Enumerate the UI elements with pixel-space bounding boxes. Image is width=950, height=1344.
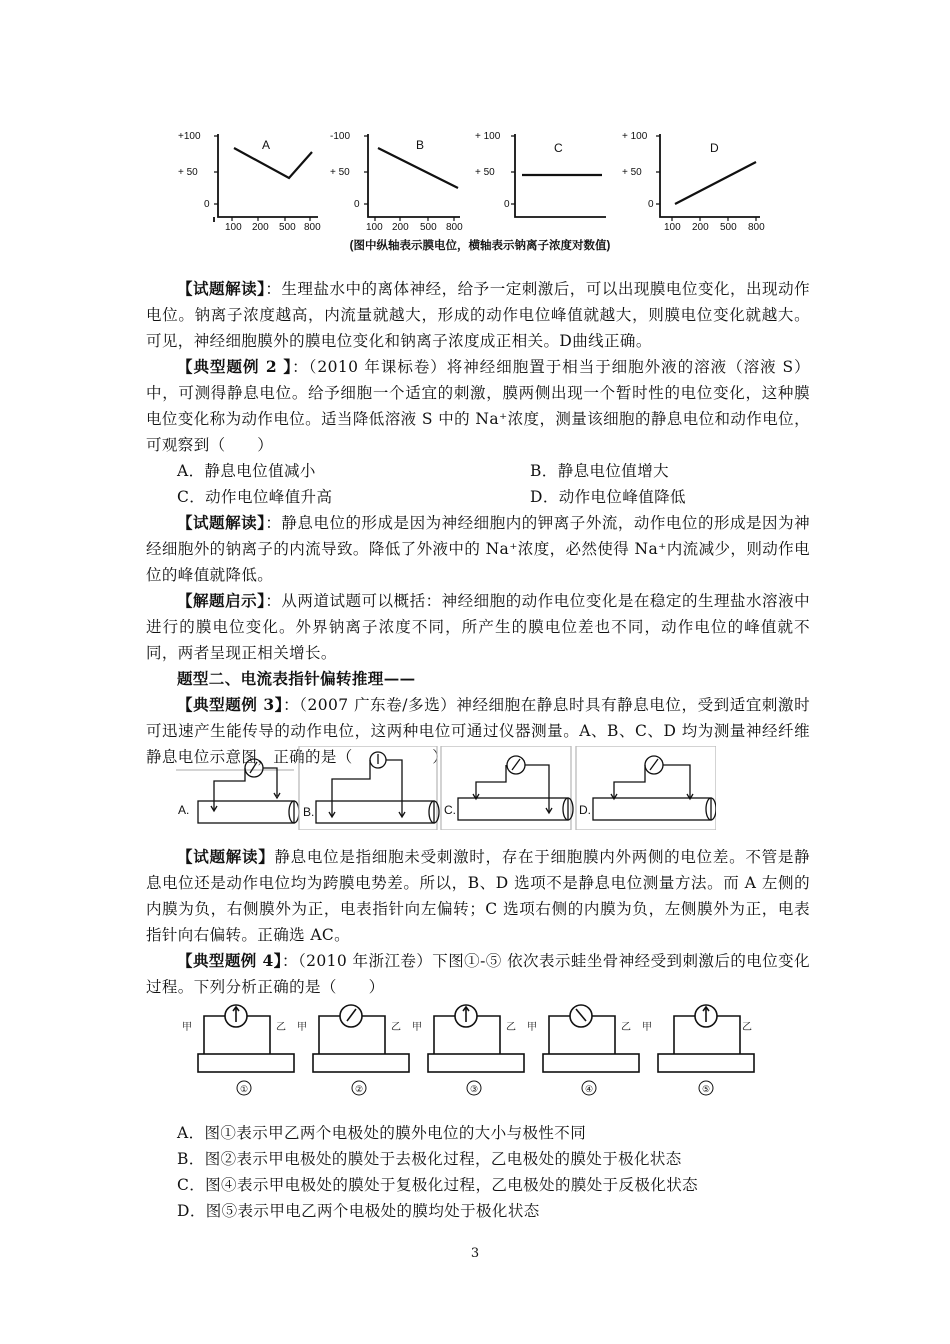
ex4-p2-left: 甲 <box>297 1022 307 1033</box>
graph-panel-c <box>475 131 563 210</box>
panel-b-xtick-1: 100 <box>366 222 383 233</box>
setup-d-label: D. <box>579 803 591 817</box>
panel-d-ytick-1: + 100 <box>622 131 648 142</box>
panel-d-label: D <box>710 141 719 155</box>
para-interpretation-3 <box>146 844 810 948</box>
ex4-panel-1 <box>198 1005 294 1072</box>
panel-a-xtick-4: 800 <box>304 222 321 233</box>
ex4-option-c: C．图④表示甲电极处的膜处于复极化过程，乙电极处的膜处于反极化状态 <box>177 1176 699 1194</box>
setup-c-label: C. <box>444 803 456 817</box>
setup-c <box>441 746 573 830</box>
panel-d-ytick-3: 0 <box>648 199 654 210</box>
para-interpretation-2 <box>146 510 810 588</box>
panel-a-ytick-3: 0 <box>204 199 210 210</box>
panel-c-ytick-2: + 50 <box>475 167 495 178</box>
panel-b-label: B <box>416 138 425 152</box>
ex2-option-d: D．动作电位峰值降低 <box>530 488 686 506</box>
graphs-caption: (图中纵轴表示膜电位，横轴表示钠离子浓度对数值) <box>349 240 611 252</box>
example-4 <box>146 948 810 1000</box>
ex4-option-b: B．图②表示甲电极处的膜处于去极化过程，乙电极处的膜处于极化状态 <box>177 1150 682 1168</box>
panel-d-xtick-1: 100 <box>664 222 681 233</box>
panel-a-label: A <box>262 138 271 152</box>
para2-heading: 【试题解读】 <box>177 513 266 532</box>
panel-b-xtick-3: 500 <box>420 222 437 233</box>
ex4-panel-2 <box>313 1005 409 1072</box>
panel-d-xtick-4: 800 <box>748 222 765 233</box>
ex4-panel-2-label: ② <box>354 1084 364 1094</box>
para3-heading: 【解题启示】 <box>177 591 266 610</box>
panel-d-curve <box>675 162 756 204</box>
setup-b <box>299 746 439 830</box>
panel-a-xtick-2: 200 <box>252 222 269 233</box>
ex2-body: ：（2010 年课标卷）将神经细胞置于相当于细胞外液的溶液（溶液 S）中，可测得静息电位。给予细胞一个适宜的刺激，膜两侧出现一个暂时性的电位变化，这种膜电位变化称为动作电位。适当降低溶液 S 中的 Na⁺浓度，测量该细胞的静息电位和动作电位，可观察到（ ） <box>146 358 811 454</box>
panel-d-ytick-2: + 50 <box>622 167 642 178</box>
panel-b-xtick-4: 800 <box>446 222 463 233</box>
ex4-p3-right: 乙 <box>506 1022 516 1033</box>
panel-a-xtick-3: 500 <box>279 222 296 233</box>
panel-b-xtick-2: 200 <box>392 222 409 233</box>
example-2 <box>146 354 810 458</box>
ex4-option-a: A．图①表示甲乙两个电极处的膜外电位的大小与极性不同 <box>177 1124 587 1142</box>
ex4-body: ：（2010 年浙江卷）下图①-⑤ 依次表示蛙坐骨神经受到刺激后的电位变化过程。下列分析正确的是（ ） <box>146 952 811 996</box>
panel-b-ytick-2: + 50 <box>330 167 350 178</box>
panel-a-ytick-2: + 50 <box>178 167 198 178</box>
setup-a-label: A. <box>178 803 190 817</box>
setup-a <box>176 759 299 823</box>
panel-c-ytick-3: 0 <box>504 199 510 210</box>
ex4-p2-right: 乙 <box>391 1022 401 1033</box>
para4-body: 静息电位是指细胞未受刺激时，存在于细胞膜内外两侧的电位差。不管是静息电位还是动作电位均为跨膜电势差。所以，B、D 选项不是静息电位测量方法。而 A 左侧的内膜为负，右侧膜外为正，电表指针向左偏转；C 选项右侧的内膜为负，左侧膜外为正，电表指针向右偏转。正确选 AC。 <box>146 848 810 944</box>
ex4-panel-5 <box>658 1005 754 1072</box>
ex2-heading: 【典型题例 2 】 <box>177 357 293 376</box>
ex4-p1-right: 乙 <box>276 1022 286 1033</box>
para3-body: ：从两道试题可以概括：神经细胞的动作电位变化是在稳定的生理盐水溶液中进行的膜电位变化。外界钠离子浓度不同，所产生的膜电位差也不同，动作电位的峰值就不同，两者呈现正相关增长。 <box>146 592 810 662</box>
setup-b-label: B. <box>303 805 315 819</box>
panel-c-label: C <box>554 141 563 155</box>
ex4-option-d: D．图⑤表示甲电乙两个电极处的膜均处于极化状态 <box>177 1202 540 1220</box>
ex3-figure <box>176 746 716 830</box>
ex4-p4-right: 乙 <box>621 1022 631 1033</box>
ex4-panel-4 <box>543 1005 639 1072</box>
ex4-panel-1-label: ① <box>239 1084 249 1094</box>
ex4-panel-3-label: ③ <box>469 1084 479 1094</box>
panel-b-curve <box>378 148 458 188</box>
panel-a-ytick-1: +100 <box>178 131 201 142</box>
ex4-p5-right: 乙 <box>742 1022 752 1033</box>
sodium-potential-graphs <box>170 122 790 262</box>
ex4-p1-left: 甲 <box>182 1022 192 1033</box>
ex4-p4-left: 甲 <box>527 1022 537 1033</box>
panel-a-curve <box>234 148 312 178</box>
panel-c-ytick-1: + 100 <box>475 131 501 142</box>
ex4-p3-left: 甲 <box>412 1022 422 1033</box>
panel-b-axes <box>368 134 460 217</box>
ex2-option-c: C．动作电位峰值升高 <box>177 488 333 506</box>
ex4-heading: 【典型题例 4】 <box>177 951 282 970</box>
ex4-p5-left: 甲 <box>642 1022 652 1033</box>
para-insight <box>146 588 810 666</box>
ex4-panel-3 <box>428 1005 524 1072</box>
ex4-setups <box>176 1000 756 1104</box>
ex3-setups <box>176 746 716 830</box>
setup-d <box>576 746 716 830</box>
para1-heading: 【试题解读】 <box>177 279 266 298</box>
graphs-figure <box>170 122 790 262</box>
panel-d-xtick-3: 500 <box>720 222 737 233</box>
panel-a-xtick-1: 100 <box>225 222 242 233</box>
para1-body: ：生理盐水中的离体神经，给予一定刺激后，可以出现膜电位变化，出现动作电位。钠离子浓度越高，内流量就越大，形成的动作电位峰值就越大，则膜电位变化就越大。可见，神经细胞膜外的膜电位变化和钠离子浓度成正相关。D曲线正确。 <box>146 280 810 350</box>
page-number: 3 <box>470 1246 480 1261</box>
ex3-body: ：（2007 广东卷/多选）神经细胞在静息时具有静息电位，受到适宜刺激时可迅速产生能传导的动作电位，这两种电位可通过仪器测量。A、B、C、D 均为测量神经纤维静息电位示意图，正确的是（ ） <box>146 696 810 766</box>
ex2-option-b: B．静息电位值增大 <box>530 462 669 480</box>
para2-body: ：静息电位的形成是因为神经细胞内的钾离子外流，动作电位的形成是因为神经细胞外的钠离子的内流导致。降低了外液中的 Na⁺浓度，必然使得 Na⁺内流减少，则动作电位的峰值就降低。 <box>146 514 810 584</box>
para4-heading: 【试题解读】 <box>177 847 275 866</box>
panel-b-ytick-1: -100 <box>330 131 351 142</box>
ex4-figure <box>176 1000 756 1104</box>
panel-b-ytick-3: 0 <box>354 199 360 210</box>
section-2-title: 题型二、电流表指针偏转推理—— <box>177 669 416 688</box>
panel-d-xtick-2: 200 <box>692 222 709 233</box>
ex2-option-a: A．静息电位值减小 <box>177 462 316 480</box>
ex3-heading: 【典型题例 3】 <box>177 695 284 714</box>
ex4-panel-4-label: ④ <box>584 1084 594 1094</box>
para-interpretation-1 <box>146 276 810 354</box>
ex4-panel-5-label: ⑤ <box>701 1084 711 1094</box>
